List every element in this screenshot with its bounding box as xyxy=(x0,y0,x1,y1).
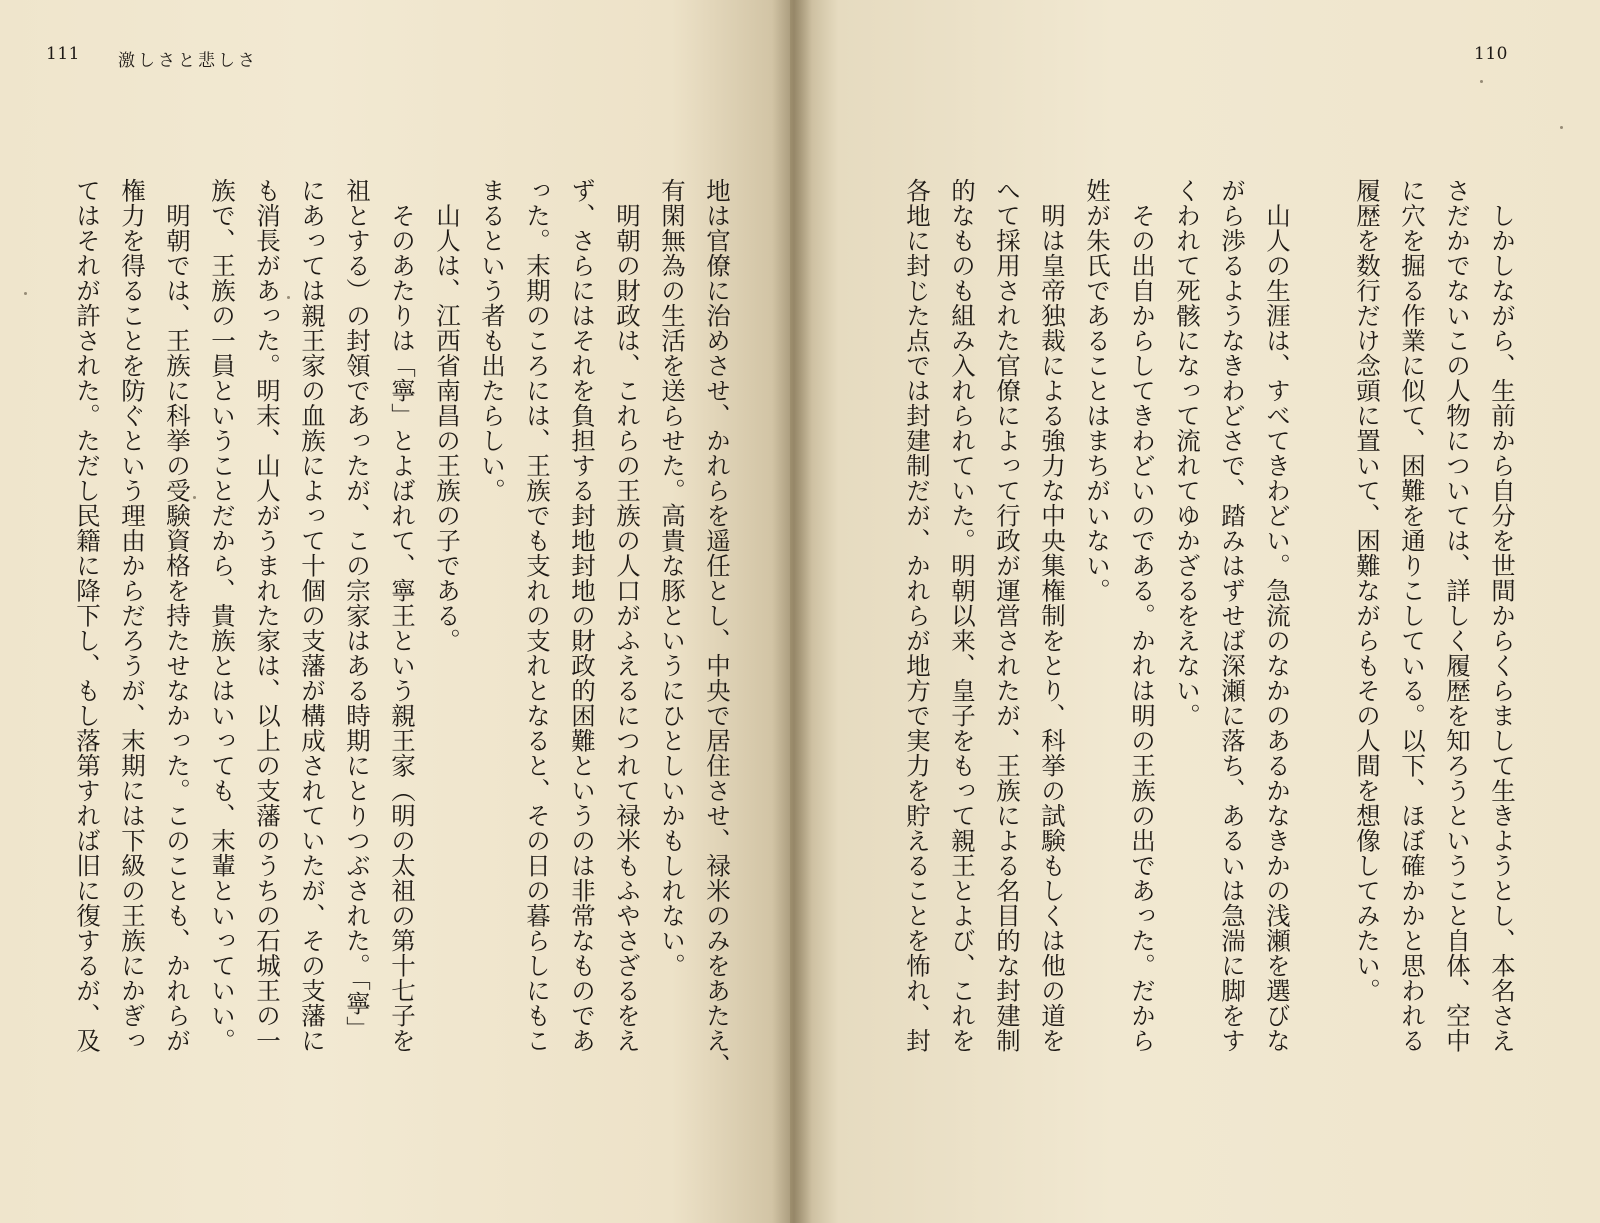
text-line: てはそれが許された。ただし民籍に降下し、もし落第すれば旧に復するが、及 xyxy=(73,178,102,1053)
left-page xyxy=(0,0,790,1223)
text-line: 権力を得ることを防ぐという理由からだろうが、末期には下級の王族にかぎっ xyxy=(118,178,147,1053)
text-line: 祖とする）の封領であったが、この宗家はある時期にとりつぶされた。「寧」 xyxy=(343,178,372,1041)
paper-speck xyxy=(193,496,196,499)
text-line: に穴を掘る作業に似て、困難を通りこしている。以下、ほぼ確かかと思われる xyxy=(1398,178,1427,1053)
text-line: 族で、王族の一員ということだから、貴族とはいっても、末輩といっていい。 xyxy=(208,178,237,1053)
text-line: も消長があった。明末、山人がうまれた家は、以上の支藩のうちの石城王の一 xyxy=(253,178,282,1053)
text-line: へて採用された官僚によって行政が運営されたが、王族による名目的な封建制 xyxy=(993,178,1022,1053)
text-line: 履歴を数行だけ念頭に置いて、困難ながらもその人間を想像してみたい。 xyxy=(1353,178,1382,1003)
text-line: くわれて死骸になって流れてゆかざるをえない。 xyxy=(1173,178,1202,728)
text-line: 的なものも組み入れられていた。明朝以来、皇子をもって親王とよび、これを xyxy=(948,178,977,1053)
right-page xyxy=(790,0,1600,1223)
text-line: 明朝では、王族に科挙の受験資格を持たせなかった。このことも、かれらが xyxy=(163,178,192,1053)
text-line: 地は官僚に治めさせ、かれらを遥任とし、中央で居住させ、禄米のみをあたえ、 xyxy=(703,178,732,1078)
paper-speck xyxy=(287,296,290,299)
text-line: 姓が朱氏であることはまちがいない。 xyxy=(1083,178,1112,603)
left-page-body xyxy=(40,178,740,1178)
paper-speck xyxy=(1560,126,1563,129)
text-line: 明朝の財政は、これらの王族の人口がふえるにつれて禄米もふやさざるをえ xyxy=(613,178,642,1053)
blank-line xyxy=(1300,178,1345,1178)
text-line: がら渉るようなきわどさで、踏みはずせば深瀬に落ち、あるいは急湍に脚をす xyxy=(1218,178,1247,1053)
text-line: その出自からしてきわどいのである。かれは明の王族の出であった。だから xyxy=(1128,178,1157,1053)
text-line: まるという者も出たらしい。 xyxy=(478,178,507,503)
text-line: にあっては親王家の血族によって十個の支藩が構成されていたが、その支藩に xyxy=(298,178,327,1053)
text-line: ず、さらにはそれを負担する封地封地の財政的困難というのは非常なものであ xyxy=(568,178,597,1053)
paper-speck xyxy=(1480,80,1483,83)
text-line: 各地に封じた点では封建制だが、かれらが地方で実力を貯えることを怖れ、封 xyxy=(903,178,932,1053)
paper-speck xyxy=(24,292,27,295)
text-line: 山人の生涯は、すべてきわどい。急流のなかのあるかなきかの浅瀬を選びな xyxy=(1263,178,1292,1053)
text-line: 有閑無為の生活を送らせた。高貴な豚というにひとしいかもしれない。 xyxy=(658,178,687,978)
book-gutter xyxy=(772,0,812,1223)
text-line: 山人は、江西省南昌の王族の子である。 xyxy=(433,178,462,653)
page-number-right: 110 xyxy=(1474,44,1508,64)
text-line: そのあたりは「寧」とよばれて、寧王という親王家（明の太祖の第十七子を xyxy=(388,178,417,1053)
right-page-body xyxy=(790,178,1525,1178)
text-line: った。末期のころには、王族でも支れの支れとなると、その日の暮らしにもこ xyxy=(523,178,552,1053)
text-line: しかしながら、生前から自分を世間からくらまして生きようとし、本名さえ xyxy=(1488,178,1517,1053)
text-line: さだかでないこの人物については、詳しく履歴を知ろうということ自体、空中 xyxy=(1443,178,1472,1053)
text-line: 明は皇帝独裁による強力な中央集権制をとり、科挙の試験もしくは他の道を xyxy=(1038,178,1067,1053)
page-number-left: 111 xyxy=(46,44,80,64)
running-head: 激しさと悲しさ xyxy=(118,51,258,71)
